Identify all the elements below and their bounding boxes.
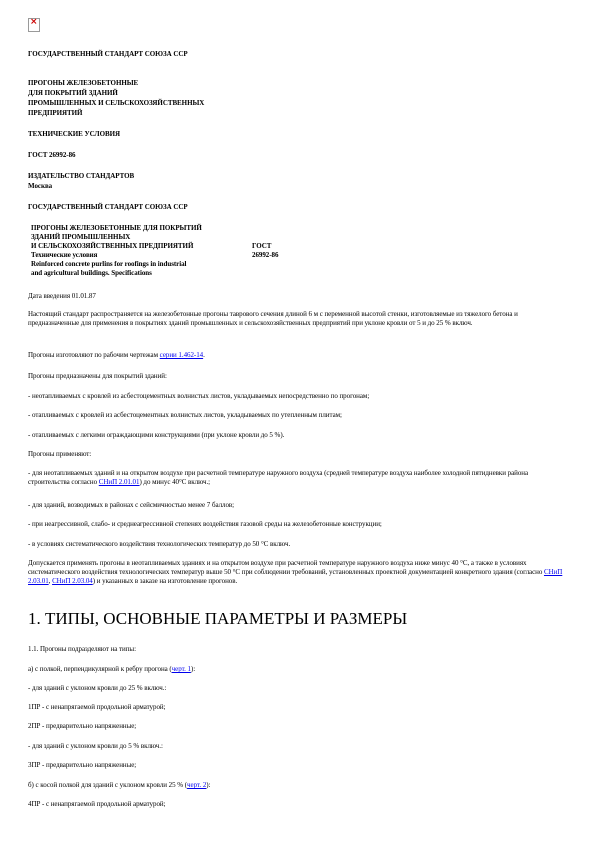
section-1-item-1-1: 1.1. Прогоны подразделяют на типы: bbox=[28, 645, 136, 653]
header-title-line-2: ЗДАНИЙ ПРОМЫШЛЕННЫХ bbox=[31, 233, 131, 241]
header-english-line-1: Reinforced concrete purlins for roofings in industrial bbox=[31, 260, 187, 268]
type-1pr-line: 1ПР - с ненапрягаемой продольной арматурой; bbox=[28, 703, 166, 711]
type-2pr-line: 2ПР - предварительно напряженные; bbox=[28, 722, 137, 730]
drawing-2-link[interactable]: черт. 2 bbox=[187, 781, 207, 789]
header-standard-line: ГОСУДАРСТВЕННЫЙ СТАНДАРТ СОЮЗА ССР bbox=[28, 203, 188, 211]
header-tech-conditions: Технические условия bbox=[31, 251, 98, 259]
type-4pr-line: 4ПР - с ненапрягаемой продольной арматурой; bbox=[28, 800, 166, 808]
cover-title-line-1: ПРОГОНЫ ЖЕЛЕЗОБЕТОННЫЕ bbox=[28, 79, 139, 87]
roof-slope-25-line: - для зданий с уклоном кровли до 25 % включ.: bbox=[28, 684, 167, 692]
header-gost-label: ГОСТ bbox=[252, 242, 272, 250]
type-b-line: б) с косой полкой для зданий с уклоном кровли 25 % (черт. 2): bbox=[28, 781, 211, 789]
header-english-line-2: and agricultural buildings. Specifications bbox=[31, 269, 152, 277]
intro-paragraph-allowance: Допускается применять прогоны в неотапливаемых зданиях и на открытом воздухе при расчетной температуре наружного воздуха ниже минус 40 °С, а также в условиях систематического воздействия технологических температур выше 50 °С при соблюдении требований, установленных проектной документацией конкретного здания (согласно СНиП 2.03.01, СНиП 2.03.04) и указанных в заказе на изготовление прогонов. bbox=[28, 559, 563, 585]
section-1-heading: 1. ТИПЫ, ОСНОВНЫЕ ПАРАМЕТРЫ И РАЗМЕРЫ bbox=[28, 609, 408, 628]
cover-title-line-2: ДЛЯ ПОКРЫТИЙ ЗДАНИЙ bbox=[28, 89, 118, 97]
intro-paragraph-scope: Настоящий стандарт распространяется на железобетонные прогоны таврового сечения длиной 6 м с переменной высотой стенки, изготовляемые из тяжелого бетона и предназначенные для применения в покрытиях зданий промышленных и сельскохозяйственных предприятий при уклоне кровли от 5 и до 25 % включ. bbox=[28, 310, 518, 327]
type-3pr-line: 3ПР - предварительно напряженные; bbox=[28, 761, 137, 769]
cover-publisher: ИЗДАТЕЛЬСТВО СТАНДАРТОВ bbox=[28, 172, 135, 180]
cover-gost-number: ГОСТ 26992-86 bbox=[28, 151, 76, 159]
intro-purpose-item-3: - отапливаемых с легкими ограждающими конструкциями (при уклоне кровли до 5 %). bbox=[28, 431, 285, 439]
header-gost-number: 26992-86 bbox=[252, 251, 279, 259]
intro-usage-item-2: - для зданий, возводимых в районах с сейсмичностью менее 7 баллов; bbox=[28, 501, 235, 509]
cover-title-line-4: ПРЕДПРИЯТИЙ bbox=[28, 109, 83, 117]
header-title-line-3: И СЕЛЬСКОХОЗЯЙСТВЕННЫХ ПРЕДПРИЯТИЙ bbox=[31, 242, 194, 250]
intro-purpose-item-1: - неотапливаемых с кровлей из асбестоцементных волнистых листов, укладываемых непосредственно по прогонам; bbox=[28, 392, 370, 400]
type-a-line: а) с полкой, перпендикулярной к ребру прогона (черт. 1): bbox=[28, 665, 196, 673]
series-link[interactable]: серии 1.462-14 bbox=[159, 351, 204, 359]
date-of-introduction: Дата введения 01.01.87 bbox=[28, 292, 96, 300]
intro-usage-heading: Прогоны применяют: bbox=[28, 450, 92, 458]
intro-usage-item-4: - в условиях систематического воздействия технологических температур до 50 °С включ. bbox=[28, 540, 291, 548]
intro-paragraph-drawings: Прогоны изготовляют по рабочим чертежам серии 1.462-14. bbox=[28, 351, 205, 359]
roof-slope-5-line: - для зданий с уклоном кровли до 5 % включ.: bbox=[28, 742, 163, 750]
snip-2-01-01-link[interactable]: СНиП 2.01.01 bbox=[98, 478, 140, 486]
header-title-line-1: ПРОГОНЫ ЖЕЛЕЗОБЕТОННЫЕ ДЛЯ ПОКРЫТИЙ bbox=[31, 224, 202, 232]
snip-2-03-01-link[interactable]: СНиП 2.03.01 bbox=[28, 568, 563, 585]
snip-2-03-04-link[interactable]: СНиП 2.03.04 bbox=[52, 577, 93, 585]
intro-usage-item-3: - при неагрессивной, слабо- и среднеагрессивной степенях воздействия газовой среды на железобетонные конструкции; bbox=[28, 520, 382, 528]
intro-purpose-heading: Прогоны предназначены для покрытий зданий: bbox=[28, 372, 167, 380]
cover-subtitle: ТЕХНИЧЕСКИЕ УСЛОВИЯ bbox=[28, 130, 120, 138]
broken-image-icon bbox=[28, 18, 40, 32]
cover-title-line-3: ПРОМЫШЛЕННЫХ И СЕЛЬСКОХОЗЯЙСТВЕННЫХ bbox=[28, 99, 205, 107]
drawing-1-link[interactable]: черт. 1 bbox=[171, 665, 191, 673]
intro-purpose-item-2: - отапливаемых с кровлей из асбестоцементных волнистых листов, укладываемых по утепленным плитам; bbox=[28, 411, 342, 419]
intro-usage-item-1: - для неотапливаемых зданий и на открытом воздухе при расчетной температуре наружного воздуха (средней температуре воздуха наиболее холодной пятидневки района строительства согласно СНиП 2.01.01) до минус 40°С включ.; bbox=[28, 469, 529, 486]
cover-city: Москва bbox=[28, 182, 53, 190]
cover-standard-line: ГОСУДАРСТВЕННЫЙ СТАНДАРТ СОЮЗА ССР bbox=[28, 50, 188, 58]
